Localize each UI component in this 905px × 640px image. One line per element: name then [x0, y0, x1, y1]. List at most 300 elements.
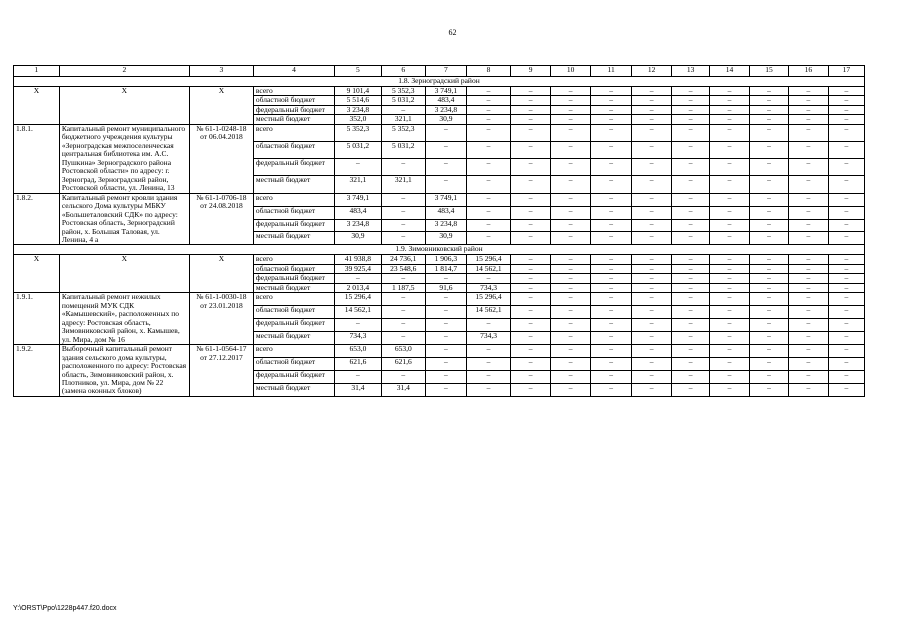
amount-cell: – — [590, 87, 632, 96]
amount-cell: – — [632, 124, 671, 141]
amount-cell: – — [710, 219, 749, 232]
amount-cell: – — [551, 159, 590, 176]
amount-cell: – — [828, 306, 864, 319]
column-number: 6 — [381, 66, 425, 77]
amount-cell: 483,4 — [334, 206, 381, 219]
amount-cell: – — [510, 232, 551, 245]
amount-cell: – — [749, 283, 788, 292]
total-marker-2: Х — [59, 87, 189, 125]
amount-cell: – — [425, 176, 467, 193]
amount-cell: – — [590, 159, 632, 176]
amount-cell: 3 749,1 — [425, 87, 467, 96]
amount-cell: – — [590, 274, 632, 283]
amount-cell: – — [749, 232, 788, 245]
amount-cell: – — [510, 255, 551, 264]
amount-cell: 483,4 — [425, 96, 467, 105]
amount-cell: – — [590, 124, 632, 141]
amount-cell: 3 234,8 — [425, 219, 467, 232]
amount-cell: – — [632, 105, 671, 114]
amount-cell: – — [381, 206, 425, 219]
amount-cell: – — [381, 371, 425, 384]
column-number-row — [14, 66, 865, 77]
amount-cell: – — [749, 159, 788, 176]
column-number: 16 — [789, 66, 828, 77]
amount-cell: – — [710, 193, 749, 206]
amount-cell: – — [590, 332, 632, 345]
amount-cell: – — [710, 274, 749, 283]
amount-cell: – — [671, 383, 709, 396]
amount-cell: – — [789, 293, 828, 306]
amount-cell: – — [749, 358, 788, 371]
amount-cell: – — [590, 142, 632, 159]
district-total-row — [14, 255, 865, 264]
item-number: 1.9.1. — [14, 293, 60, 345]
amount-cell: – — [789, 371, 828, 384]
amount-cell: 5 352,3 — [334, 124, 381, 141]
amount-cell: – — [467, 274, 511, 283]
district-title: 1.8. Зерноградский район — [14, 77, 865, 87]
funding-source: федеральный бюджет — [253, 159, 334, 176]
amount-cell: – — [789, 124, 828, 141]
amount-cell: – — [590, 383, 632, 396]
column-number: 4 — [253, 66, 334, 77]
amount-cell: – — [510, 264, 551, 273]
amount-cell: – — [710, 371, 749, 384]
amount-cell: 41 938,8 — [334, 255, 381, 264]
column-number: 11 — [590, 66, 632, 77]
amount-cell: – — [510, 96, 551, 105]
amount-cell: – — [510, 332, 551, 345]
funding-source: областной бюджет — [253, 264, 334, 273]
amount-cell: – — [590, 105, 632, 114]
amount-cell: – — [425, 274, 467, 283]
amount-cell: – — [551, 232, 590, 245]
amount-cell: 3 749,1 — [334, 193, 381, 206]
amount-cell: – — [710, 206, 749, 219]
amount-cell: – — [381, 332, 425, 345]
funding-source: местный бюджет — [253, 115, 334, 124]
amount-cell: – — [510, 105, 551, 114]
amount-cell: 352,0 — [334, 115, 381, 124]
amount-cell: – — [749, 274, 788, 283]
amount-cell: – — [632, 206, 671, 219]
amount-cell: – — [467, 124, 511, 141]
amount-cell: – — [749, 255, 788, 264]
column-number: 12 — [632, 66, 671, 77]
amount-cell: – — [510, 142, 551, 159]
item-number: 1.9.2. — [14, 345, 60, 397]
amount-cell: – — [632, 219, 671, 232]
amount-cell: – — [551, 293, 590, 306]
amount-cell: – — [789, 206, 828, 219]
amount-cell: – — [590, 358, 632, 371]
column-number: 13 — [671, 66, 709, 77]
amount-cell: 91,6 — [425, 283, 467, 292]
amount-cell: – — [789, 115, 828, 124]
project-name: Капитальный ремонт муниципального бюджетного учреждения культуры «Зерноградская межпоселенческая центральная библиотека им. А.С. Пушкина» Зерноградского района Ростовской области» по адресу: г. Зерноград, Зерноградский район, Ростовской области, ул. Ленина, 13 — [59, 124, 189, 193]
amount-cell: – — [710, 358, 749, 371]
amount-cell: – — [789, 219, 828, 232]
amount-cell: – — [590, 255, 632, 264]
amount-cell: – — [828, 206, 864, 219]
amount-cell: – — [467, 96, 511, 105]
amount-cell: 321,1 — [381, 176, 425, 193]
amount-cell: – — [551, 142, 590, 159]
amount-cell: – — [789, 383, 828, 396]
amount-cell: – — [710, 345, 749, 358]
amount-cell: – — [632, 87, 671, 96]
amount-cell: 30,9 — [425, 232, 467, 245]
expertise-document: № 61-1-0706-18 от 24.08.2018 — [189, 193, 253, 245]
amount-cell: – — [590, 306, 632, 319]
amount-cell: 483,4 — [425, 206, 467, 219]
column-number: 15 — [749, 66, 788, 77]
amount-cell: – — [551, 219, 590, 232]
amount-cell: – — [425, 332, 467, 345]
amount-cell: – — [467, 371, 511, 384]
amount-cell: – — [510, 293, 551, 306]
column-number: 5 — [334, 66, 381, 77]
amount-cell: – — [632, 293, 671, 306]
amount-cell: – — [828, 193, 864, 206]
amount-cell: – — [381, 193, 425, 206]
amount-cell: – — [425, 306, 467, 319]
expertise-document: № 61-1-0030-18 от 23.01.2018 — [189, 293, 253, 345]
amount-cell: – — [789, 255, 828, 264]
amount-cell: – — [590, 193, 632, 206]
amount-cell: – — [510, 115, 551, 124]
amount-cell: 15 296,4 — [334, 293, 381, 306]
amount-cell: – — [381, 274, 425, 283]
amount-cell: 734,3 — [467, 332, 511, 345]
amount-cell: – — [510, 383, 551, 396]
amount-cell: – — [828, 87, 864, 96]
project-name: Капитальный ремонт нежилых помещений МУК СДК «Камышевский», расположенных по адресу: Ростовская область, Зимовниковский район, х. Камышев, ул. Мира, дом № 16 — [59, 293, 189, 345]
amount-cell: – — [749, 96, 788, 105]
amount-cell: – — [632, 142, 671, 159]
amount-cell: – — [749, 193, 788, 206]
column-number: 14 — [710, 66, 749, 77]
column-number: 8 — [467, 66, 511, 77]
document-file-path: Y:\ORST\Ppo\1228p447.f20.docx — [13, 605, 117, 612]
amount-cell: 5 352,3 — [381, 124, 425, 141]
amount-cell: – — [789, 176, 828, 193]
amount-cell: – — [789, 232, 828, 245]
amount-cell: – — [671, 306, 709, 319]
amount-cell: – — [632, 159, 671, 176]
amount-cell: – — [710, 383, 749, 396]
amount-cell: 1 814,7 — [425, 264, 467, 273]
amount-cell: – — [828, 159, 864, 176]
amount-cell: – — [467, 105, 511, 114]
column-number: 2 — [59, 66, 189, 77]
amount-cell: – — [828, 219, 864, 232]
district-section-row — [14, 245, 865, 255]
amount-cell: – — [671, 345, 709, 358]
amount-cell: – — [425, 345, 467, 358]
amount-cell: – — [551, 345, 590, 358]
amount-cell: – — [381, 232, 425, 245]
amount-cell: – — [510, 371, 551, 384]
amount-cell: – — [334, 319, 381, 332]
amount-cell: – — [590, 219, 632, 232]
column-number: 1 — [14, 66, 60, 77]
amount-cell: – — [551, 124, 590, 141]
amount-cell: – — [551, 105, 590, 114]
amount-cell: – — [749, 264, 788, 273]
amount-cell: – — [710, 293, 749, 306]
funding-source: местный бюджет — [253, 232, 334, 245]
amount-cell: – — [828, 274, 864, 283]
amount-cell: – — [467, 176, 511, 193]
amount-cell: 15 296,4 — [467, 255, 511, 264]
amount-cell: – — [749, 87, 788, 96]
amount-cell: – — [671, 219, 709, 232]
amount-cell: – — [671, 255, 709, 264]
amount-cell: – — [710, 306, 749, 319]
amount-cell: – — [828, 105, 864, 114]
amount-cell: – — [749, 345, 788, 358]
amount-cell: 621,6 — [381, 358, 425, 371]
amount-cell: – — [551, 383, 590, 396]
amount-cell: – — [381, 319, 425, 332]
district-total-row — [14, 87, 865, 96]
district-section-row — [14, 77, 865, 87]
amount-cell: – — [671, 124, 709, 141]
amount-cell: 5 514,6 — [334, 96, 381, 105]
amount-cell: – — [710, 332, 749, 345]
funding-source: местный бюджет — [253, 283, 334, 292]
amount-cell: – — [632, 383, 671, 396]
amount-cell: – — [828, 319, 864, 332]
funding-source: областной бюджет — [253, 306, 334, 319]
amount-cell: – — [749, 332, 788, 345]
total-marker-2: Х — [59, 255, 189, 293]
amount-cell: – — [334, 371, 381, 384]
amount-cell: – — [710, 176, 749, 193]
funding-source: всего — [253, 293, 334, 306]
amount-cell: 3 234,8 — [425, 105, 467, 114]
amount-cell: – — [467, 115, 511, 124]
amount-cell: – — [828, 264, 864, 273]
amount-cell: 653,0 — [334, 345, 381, 358]
amount-cell: – — [632, 255, 671, 264]
amount-cell: – — [749, 142, 788, 159]
amount-cell: – — [467, 345, 511, 358]
amount-cell: – — [381, 306, 425, 319]
total-marker-1: Х — [14, 255, 60, 293]
amount-cell: – — [710, 142, 749, 159]
amount-cell: – — [789, 96, 828, 105]
amount-cell: – — [590, 319, 632, 332]
amount-cell: – — [671, 293, 709, 306]
amount-cell: 5 031,2 — [334, 142, 381, 159]
project-name: Капитальный ремонт кровли здания сельского Дома культуры МБКУ «Большеталовский СДК» по адресу: Ростовская область, Зерноградский район, х. Большая Таловая, ул. Ленина, 4 а — [59, 193, 189, 245]
funding-source: областной бюджет — [253, 142, 334, 159]
amount-cell: – — [510, 87, 551, 96]
amount-cell: 24 736,1 — [381, 255, 425, 264]
amount-cell: – — [671, 358, 709, 371]
amount-cell: – — [828, 293, 864, 306]
amount-cell: – — [749, 105, 788, 114]
amount-cell: – — [425, 293, 467, 306]
project-row — [14, 193, 865, 206]
amount-cell: – — [632, 115, 671, 124]
amount-cell: – — [632, 306, 671, 319]
project-row — [14, 293, 865, 306]
amount-cell: – — [789, 142, 828, 159]
amount-cell: – — [828, 96, 864, 105]
amount-cell: – — [632, 232, 671, 245]
amount-cell: – — [671, 142, 709, 159]
expertise-document: № 61-1-0248-18 от 06.04.2018 — [189, 124, 253, 193]
amount-cell: – — [710, 105, 749, 114]
amount-cell: – — [510, 206, 551, 219]
funding-source: местный бюджет — [253, 176, 334, 193]
funding-source: всего — [253, 345, 334, 358]
amount-cell: – — [828, 124, 864, 141]
amount-cell: – — [710, 264, 749, 273]
amount-cell: – — [632, 283, 671, 292]
amount-cell: – — [828, 358, 864, 371]
amount-cell: – — [789, 105, 828, 114]
amount-cell: – — [632, 176, 671, 193]
amount-cell: – — [828, 115, 864, 124]
amount-cell: – — [381, 105, 425, 114]
amount-cell: – — [710, 255, 749, 264]
amount-cell: – — [828, 283, 864, 292]
total-marker-3: Х — [189, 87, 253, 125]
budget-table — [13, 65, 865, 397]
column-number: 10 — [551, 66, 590, 77]
amount-cell: – — [789, 319, 828, 332]
amount-cell: – — [510, 358, 551, 371]
amount-cell: – — [381, 293, 425, 306]
amount-cell: – — [828, 142, 864, 159]
amount-cell: – — [590, 371, 632, 384]
amount-cell: – — [789, 306, 828, 319]
funding-source: областной бюджет — [253, 206, 334, 219]
amount-cell: – — [828, 345, 864, 358]
amount-cell: – — [789, 87, 828, 96]
amount-cell: – — [425, 159, 467, 176]
amount-cell: – — [510, 124, 551, 141]
total-marker-1: Х — [14, 87, 60, 125]
amount-cell: – — [749, 293, 788, 306]
amount-cell: – — [671, 264, 709, 273]
amount-cell: 14 562,1 — [467, 264, 511, 273]
amount-cell: – — [671, 115, 709, 124]
amount-cell: – — [710, 319, 749, 332]
amount-cell: – — [334, 274, 381, 283]
amount-cell: – — [671, 332, 709, 345]
amount-cell: – — [510, 319, 551, 332]
amount-cell: – — [749, 206, 788, 219]
funding-source: федеральный бюджет — [253, 371, 334, 384]
amount-cell: – — [510, 219, 551, 232]
amount-cell: – — [590, 283, 632, 292]
amount-cell: – — [551, 371, 590, 384]
amount-cell: 5 031,2 — [381, 142, 425, 159]
amount-cell: – — [749, 124, 788, 141]
expertise-document: № 61-1-0564-17 от 27.12.2017 — [189, 345, 253, 397]
amount-cell: – — [671, 283, 709, 292]
amount-cell: – — [671, 232, 709, 245]
amount-cell: – — [671, 105, 709, 114]
funding-source: федеральный бюджет — [253, 319, 334, 332]
amount-cell: – — [789, 283, 828, 292]
amount-cell: – — [828, 176, 864, 193]
amount-cell: – — [671, 176, 709, 193]
funding-source: областной бюджет — [253, 96, 334, 105]
amount-cell: – — [510, 274, 551, 283]
amount-cell: – — [510, 159, 551, 176]
amount-cell: 3 749,1 — [425, 193, 467, 206]
amount-cell: – — [789, 193, 828, 206]
amount-cell: – — [710, 283, 749, 292]
funding-source: всего — [253, 255, 334, 264]
amount-cell: – — [551, 206, 590, 219]
amount-cell: – — [590, 206, 632, 219]
amount-cell: – — [467, 383, 511, 396]
amount-cell: – — [467, 159, 511, 176]
amount-cell: – — [425, 319, 467, 332]
amount-cell: – — [710, 124, 749, 141]
amount-cell: – — [789, 345, 828, 358]
amount-cell: 31,4 — [334, 383, 381, 396]
amount-cell: – — [632, 358, 671, 371]
amount-cell: – — [632, 345, 671, 358]
amount-cell: – — [551, 193, 590, 206]
amount-cell: – — [671, 96, 709, 105]
amount-cell: – — [828, 383, 864, 396]
amount-cell: – — [551, 176, 590, 193]
amount-cell: – — [632, 332, 671, 345]
amount-cell: 2 013,4 — [334, 283, 381, 292]
amount-cell: – — [551, 319, 590, 332]
amount-cell: 5 352,3 — [381, 87, 425, 96]
amount-cell: 734,3 — [467, 283, 511, 292]
amount-cell: – — [749, 383, 788, 396]
amount-cell: 15 296,4 — [467, 293, 511, 306]
amount-cell: – — [749, 219, 788, 232]
column-number: 9 — [510, 66, 551, 77]
amount-cell: – — [632, 319, 671, 332]
amount-cell: 653,0 — [381, 345, 425, 358]
amount-cell: 3 234,8 — [334, 105, 381, 114]
funding-source: всего — [253, 193, 334, 206]
amount-cell: – — [551, 255, 590, 264]
amount-cell: – — [551, 115, 590, 124]
amount-cell: 3 234,8 — [334, 219, 381, 232]
amount-cell: – — [632, 274, 671, 283]
column-number: 17 — [828, 66, 864, 77]
funding-source: федеральный бюджет — [253, 274, 334, 283]
item-number: 1.8.1. — [14, 124, 60, 193]
amount-cell: – — [467, 206, 511, 219]
amount-cell: – — [671, 87, 709, 96]
amount-cell: – — [510, 345, 551, 358]
amount-cell: – — [749, 306, 788, 319]
amount-cell: – — [510, 283, 551, 292]
amount-cell: – — [425, 124, 467, 141]
amount-cell: – — [710, 87, 749, 96]
amount-cell: 1 187,5 — [381, 283, 425, 292]
amount-cell: – — [590, 264, 632, 273]
item-number: 1.8.2. — [14, 193, 60, 245]
amount-cell: – — [467, 232, 511, 245]
amount-cell: – — [671, 159, 709, 176]
